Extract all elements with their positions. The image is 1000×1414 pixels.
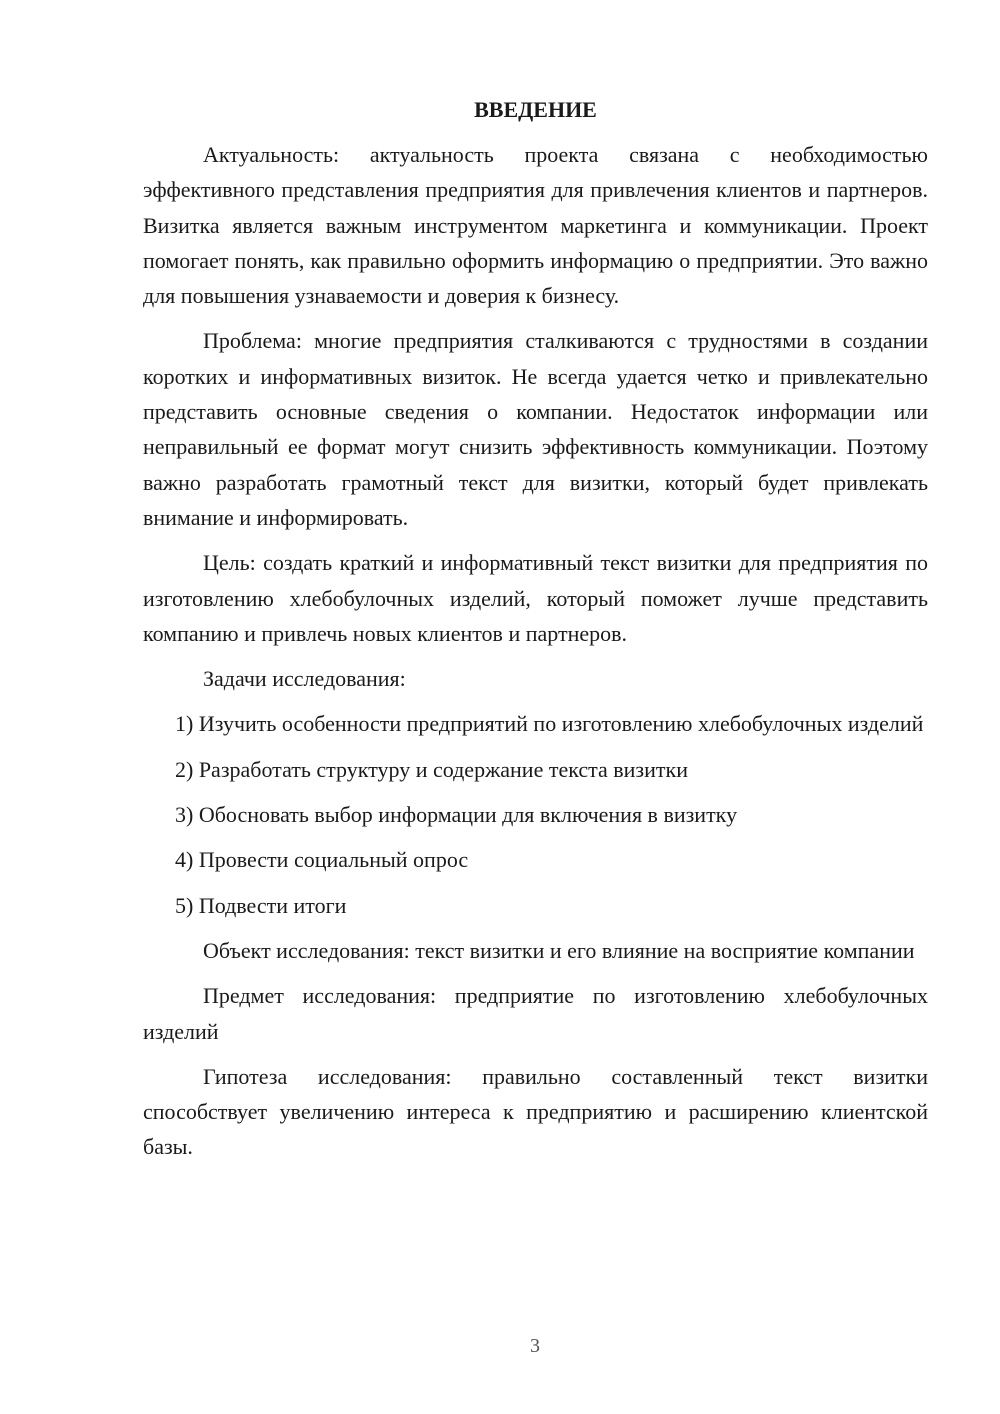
section-title: ВВЕДЕНИЕ <box>474 97 597 122</box>
task-item-3: 3) Обосновать выбор информации для включения в визитку <box>175 802 738 828</box>
page-content <box>143 92 928 1175</box>
page-number: 3 <box>530 1335 540 1357</box>
task-item-2: 2) Разработать структуру и содержание текста визитки <box>175 756 688 782</box>
paragraph-tasks-heading: Задачи исследования: <box>203 666 406 692</box>
task-item-5: 5) Подвести итоги <box>175 892 347 918</box>
paragraph-hypothesis: Гипотеза исследования: правильно составленный текст визитки способствует увеличению интереса к предприятию и расширению клиентской базы. <box>143 1063 928 1160</box>
paragraph-relevance: Актуальность: актуальность проекта связана с необходимостью эффективного представления предприятия для привлечения клиентов и партнеров. Визитка является важным инструментом маркетинга и коммуникации. Проект помогает понять, как правильно оформить информацию о предприятии. Это важно для повышения узнаваемости и доверия к бизнесу. <box>143 142 928 309</box>
paragraph-subject: Предмет исследования: предприятие по изготовлению хлебобулочных изделий <box>143 983 928 1044</box>
paragraph-goal: Цель: создать краткий и информативный текст визитки для предприятия по изготовлению хлебобулочных изделий, который поможет лучше представить компанию и привлечь новых клиентов и партнеров. <box>143 550 928 646</box>
paragraph-problem: Проблема: многие предприятия сталкиваются с трудностями в создании коротких и информативных визиток. Не всегда удается четко и привлекательно представить основные сведения о компании. Недостаток информации или неправильный ее формат могут снизить эффективность коммуникации. Поэтому важно разработать грамотный текст для визитки, который будет привлекать внимание и информировать. <box>143 328 928 530</box>
task-item-4: 4) Провести социальный опрос <box>175 847 469 873</box>
paragraph-object: Объект исследования: текст визитки и его влияние на восприятие компании <box>203 937 915 963</box>
task-item-1: 1) Изучить особенности предприятий по изготовлению хлебобулочных изделий <box>175 711 924 737</box>
